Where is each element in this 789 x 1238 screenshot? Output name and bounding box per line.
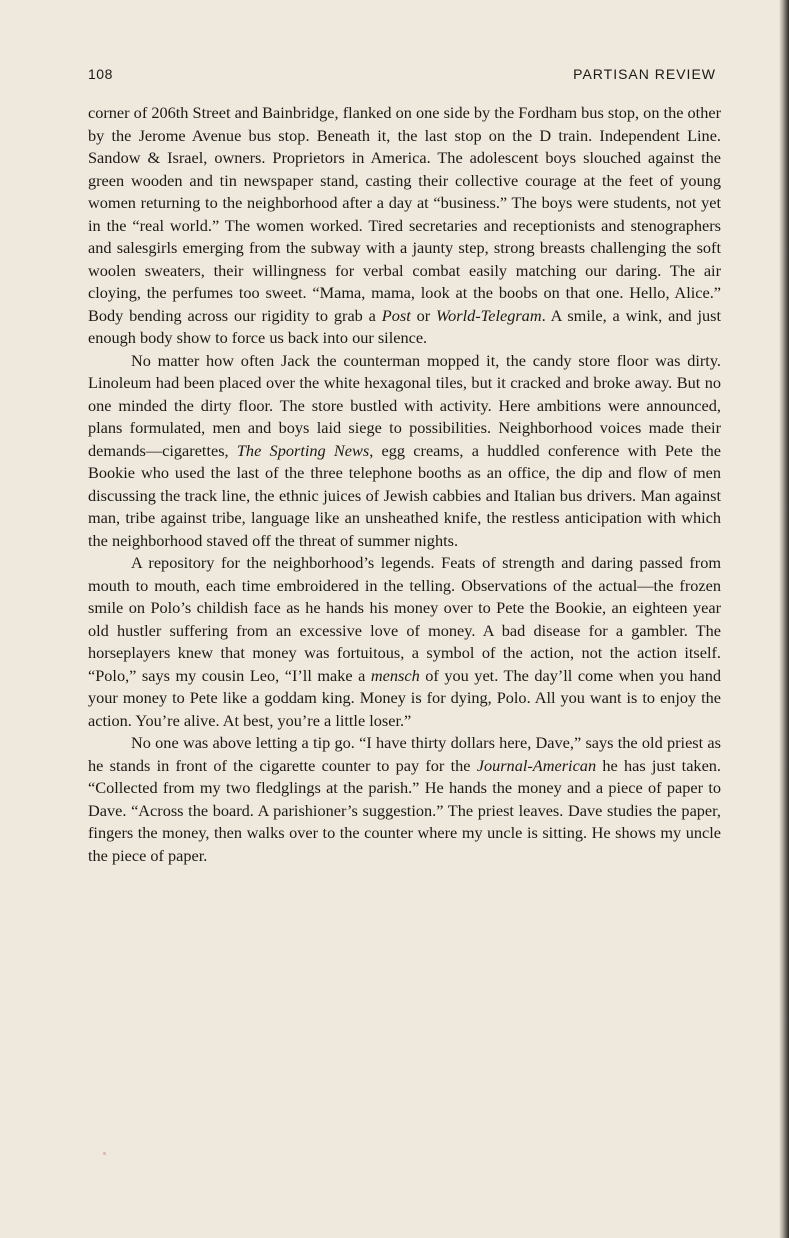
italic-title-post: Post bbox=[381, 305, 411, 325]
text-run: No one was above letting a tip go. “I have thirty dollars here, Dave,” says the old priest as he stands in front of the cigarette counter to pay for the bbox=[88, 733, 721, 775]
text-run: , egg creams, a huddled conference with Pete the Bookie who used the last of the three telephone booths as an office, the dip and flow of men discussing the track line, the ethnic juices of Jewish cabbies and Italian bus drivers. Man against man, tribe against tribe, language like an unsheathed knife, the restless anticipation with which the neighborhood staved off the threat of summer nights. bbox=[88, 440, 722, 550]
paragraph bbox=[88, 350, 721, 553]
italic-title-sporting-news: The Sporting News bbox=[236, 440, 370, 460]
italic-title-journal-american: Journal-American bbox=[476, 755, 597, 775]
page-edge-shadow bbox=[779, 0, 789, 1238]
text-run: or bbox=[410, 305, 437, 325]
text-run: he has just taken. “Collected from my two fledglings at the parish.” He hands the money and a piece of paper to Dave. “Across the board. A parishioner’s suggestion.” The priest leaves. Dave studies the paper, fingers the money, then walks over to the counter where my uncle is sitting. He shows my uncle the piece of paper. bbox=[88, 755, 722, 865]
paper-speck bbox=[103, 1152, 106, 1155]
text-run: corner of 206th Street and Bainbridge, flanked on one side by the Fordham bus stop, on the other by the Jerome Avenue bus stop. Beneath it, the last stop on the D train. Independent Line. Sandow & Israel, owners. Proprietors in America. The adolescent boys slouched against the green wooden and tin newspaper stand, casting their collective courage at the feet of young women returning to the neighborhood after a day at “business.” The boys were students, not yet in the “real world.” The women worked. Tired secretaries and receptionists and stenographers and salesgirls emerging from the subway with a jaunty step, strong breasts challenging the soft woolen sweaters, their willingness for verbal combat easily matching our daring. The air cloying, the perfumes too sweet. “Mama, mama, look at the boobs on that one. Hello, Alice.” Body bending across our rigidity to grab a bbox=[88, 103, 721, 325]
page-header bbox=[88, 66, 716, 86]
text-run: A repository for the neighborhood’s legends. Feats of strength and daring passed from mouth to mouth, each time embroidered in the telling. Observations of the actual—the frozen smile on Polo’s childish face as he hands his money over to Pete the Bookie, an eighteen year old hustler suffering from an excessive love of money. A bad disease for a gambler. The horseplayers knew that money was fortuitous, a symbol of the action, not the action itself. “Polo,” says my cousin Leo, “I’ll make a bbox=[88, 553, 721, 685]
text-run: of you yet. The day’ll come when you hand your money to Pete like a goddam king. Money is for dying, Polo. All you want is to enjoy the action. You’re alive. At best, you’re a little loser.” bbox=[88, 665, 722, 730]
paragraph bbox=[88, 552, 721, 732]
body-text bbox=[88, 102, 721, 867]
italic-title-world-telegram: World-Telegram bbox=[436, 305, 542, 325]
italic-word-mensch: mensch bbox=[370, 665, 420, 685]
running-head: PARTISAN REVIEW bbox=[573, 66, 716, 82]
paragraph bbox=[88, 102, 721, 350]
text-run: No matter how often Jack the counterman mopped it, the candy store floor was dirty. Linoleum had been placed over the white hexagonal tiles, but it cracked and broke away. But no one minded the dirty floor. The store bustled with activity. Here ambitions were announced, plans formulated, men and boys laid siege to possibilities. Neighborhood voices made their demands—cigarettes, bbox=[88, 350, 721, 460]
text-run: . A smile, a wink, and just enough body show to force us back into our silence. bbox=[88, 305, 722, 347]
page-number: 108 bbox=[88, 66, 113, 82]
paragraph bbox=[88, 732, 721, 867]
